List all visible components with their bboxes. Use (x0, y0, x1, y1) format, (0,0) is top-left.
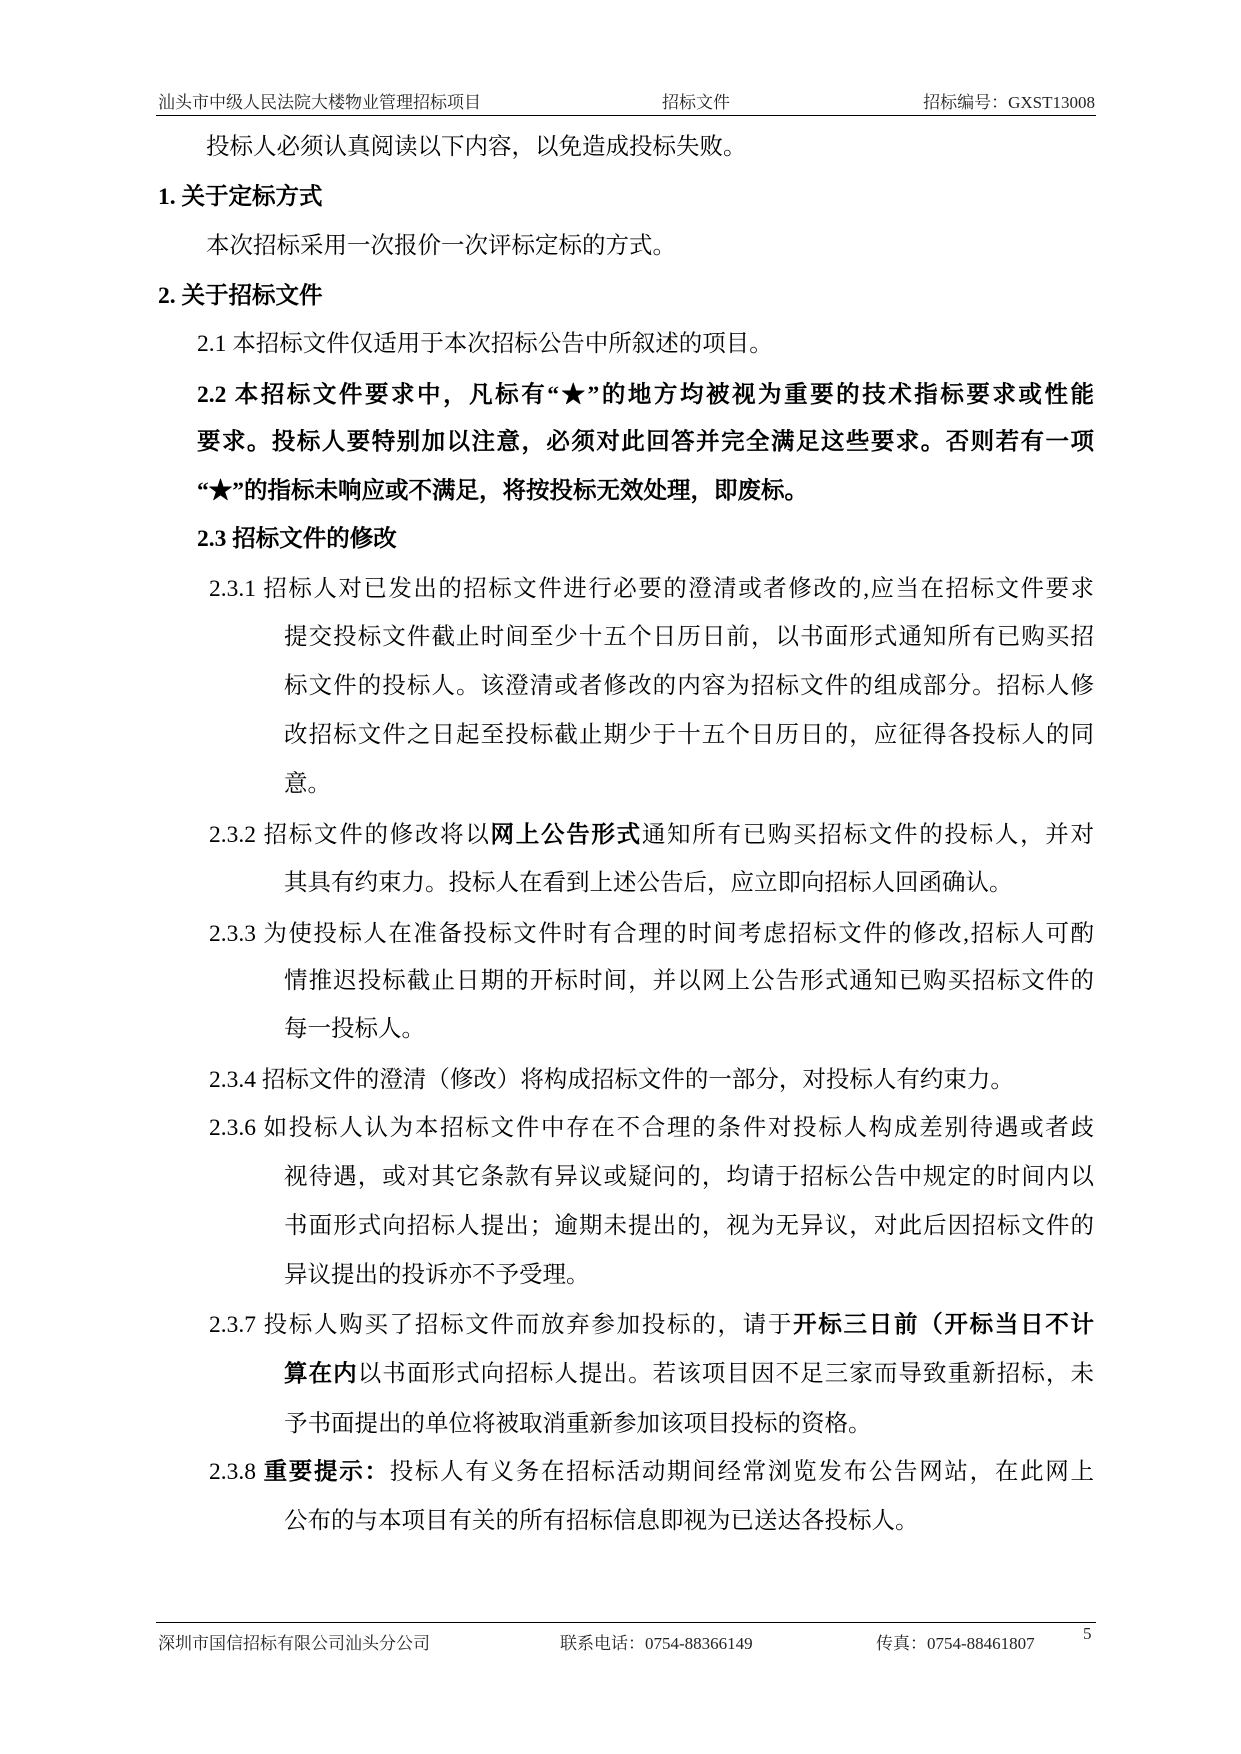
text-line (284, 868, 1013, 898)
text-line (209, 1065, 1014, 1095)
text: 改招标文件之日起至投标截止期少于十五个日历日的，应征得各投标人的同 (284, 722, 1094, 748)
text: 意。 (284, 771, 331, 797)
footer-phone: 联系电话：0754-88366149 (560, 1634, 753, 1653)
text: 情推迟投标截止日期的开标时间，并以网上公告形式通知已购买招标文件的 (284, 968, 1094, 994)
bold-text: 开标三日前（开标当日不计 (793, 1312, 1094, 1338)
text: 提交投标文件截止时间至少十五个日历日前，以书面形式通知所有已购买招 (284, 624, 1094, 650)
text-line (284, 671, 1094, 701)
header-rule (156, 115, 1096, 116)
text-line (209, 820, 1094, 850)
text: 2.3.1 招标人对已发出的招标文件进行必要的澄清或者修改的,应当在招标文件要求 (209, 576, 1094, 602)
text-line (284, 966, 1094, 996)
text: 标文件的投标人。该澄清或者修改的内容为招标文件的组成部分。招标人修 (284, 673, 1094, 699)
text: 异议提出的投诉亦不予受理。 (284, 1262, 590, 1288)
bold-text: 重要提示： (263, 1459, 390, 1485)
text: 予书面提出的单位将被取消重新参加该项目投标的资格。 (284, 1411, 872, 1437)
text: 2.3.4 招标文件的澄清（修改）将构成招标文件的一部分，对投标人有约束力。 (209, 1067, 1014, 1093)
text-line (158, 182, 323, 212)
text-line (284, 1211, 1094, 1241)
header-document-type: 招标文件 (662, 93, 730, 112)
text-line (197, 476, 808, 506)
text: 视待遇，或对其它条款有异议或疑问的，均请于招标公告中规定的时间内以 (284, 1164, 1094, 1190)
bold-text: 要求。投标人要特别加以注意，必须对此回答并完全满足这些要求。否则若有一项 (197, 429, 1094, 455)
text-line (158, 281, 323, 311)
bold-text: 2.2 本招标文件要求中，凡标有“★”的地方均被视为重要的技术指标要求或性能 (197, 382, 1094, 408)
text-line (284, 1162, 1094, 1192)
text: 2.3.8 (209, 1459, 264, 1485)
text: 2.3.2 招标文件的修改将以 (209, 822, 491, 848)
text-line (284, 1506, 919, 1536)
footer-rule (156, 1622, 1096, 1623)
bold-text: 算在内 (284, 1361, 358, 1387)
text-line (209, 1457, 1094, 1487)
text-line (284, 769, 331, 799)
text-line (209, 1113, 1094, 1143)
text: 投标人有义务在招标活动期间经常浏览发布公告网站，在此网上 (389, 1459, 1094, 1485)
text: 2.3.7 投标人购买了招标文件而放弃参加投标的，请于 (209, 1312, 794, 1338)
text-line (284, 1260, 590, 1290)
bold-text: 1. 关于定标方式 (158, 184, 323, 210)
header-project-name: 汕头市中级人民法院大楼物业管理招标项目 (158, 93, 481, 112)
bold-text: 网上公告形式 (490, 822, 642, 848)
page-number: 5 (1083, 1624, 1092, 1643)
text: 2.3.3 为使投标人在准备投标文件时有合理的时间考虑招标文件的修改,招标人可酌 (209, 921, 1094, 947)
text: 通知所有已购买招标文件的投标人，并对 (641, 822, 1094, 848)
footer-fax: 传真：0754-88461807 (876, 1634, 1035, 1653)
text-line (197, 329, 773, 359)
text-line (197, 427, 1094, 457)
text: 公布的与本项目有关的所有招标信息即视为已送达各投标人。 (284, 1508, 919, 1534)
text: 书面形式向招标人提出；逾期未提出的，视为无异议，对此后因招标文件的 (284, 1213, 1094, 1239)
text: 以书面形式向招标人提出。若该项目因不足三家而导致重新招标，未 (357, 1361, 1094, 1387)
bold-text: “★”的指标未响应或不满足，将按投标无效处理，即废标。 (197, 478, 808, 504)
text-line (209, 919, 1094, 949)
text-line (206, 132, 747, 162)
text-line (197, 380, 1094, 410)
text: 每一投标人。 (284, 1016, 425, 1042)
text: 2.1 本招标文件仅适用于本次招标公告中所叙述的项目。 (197, 331, 773, 357)
text: 2.3.6 如投标人认为本招标文件中存在不合理的条件对投标人构成差别待遇或者歧 (209, 1115, 1094, 1141)
text-line (284, 1014, 425, 1044)
bold-text: 2. 关于招标文件 (158, 283, 323, 309)
text-line (284, 720, 1094, 750)
bold-text: 2.3 招标文件的修改 (197, 526, 397, 552)
text: 本次招标采用一次报价一次评标定标的方式。 (206, 233, 676, 259)
text-line (206, 231, 676, 261)
text-line (284, 1409, 872, 1439)
text: 其具有约束力。投标人在看到上述公告后，应立即向招标人回函确认。 (284, 870, 1013, 896)
text-line (284, 1359, 1094, 1389)
text: 投标人必须认真阅读以下内容，以免造成投标失败。 (206, 134, 747, 160)
header-tender-number: 招标编号：GXST13008 (923, 93, 1095, 112)
text-line (209, 1310, 1094, 1340)
text-line (284, 622, 1094, 652)
text-line (209, 574, 1094, 604)
footer-company: 深圳市国信招标有限公司汕头分公司 (158, 1634, 430, 1653)
text-line (197, 524, 397, 554)
